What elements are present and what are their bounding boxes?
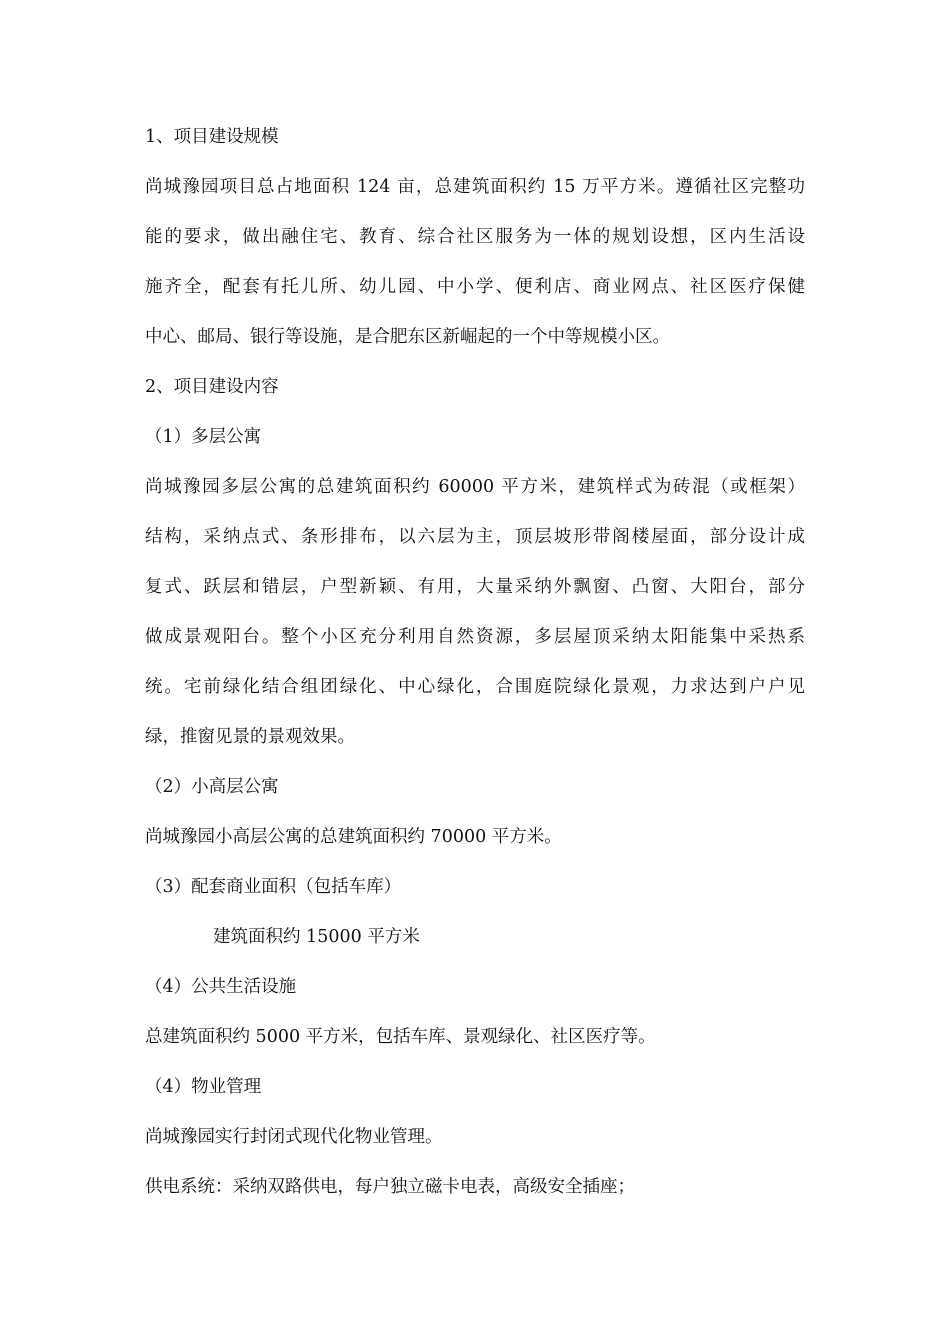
paragraph-line: 做成景观阳台。整个小区充分利用自然资源，多层屋顶采纳太阳能集中采热系 bbox=[145, 627, 805, 647]
section-heading-scale: 1、项目建设规模 bbox=[145, 127, 279, 147]
section-heading-content: 2、项目建设内容 bbox=[145, 377, 279, 397]
document-body bbox=[145, 112, 805, 1212]
paragraph-line: 供电系统：采纳双路供电，每户独立磁卡电表，高级安全插座； bbox=[145, 1177, 635, 1197]
paragraph-line: 总建筑面积约 5000 平方米，包括车库、景观绿化、社区医疗等。 bbox=[145, 1027, 656, 1047]
paragraph-line: 尚城豫园实行封闭式现代化物业管理。 bbox=[145, 1127, 443, 1147]
paragraph-line: 尚城豫园多层公寓的总建筑面积约 60000 平方米，建筑样式为砖混（或框架） bbox=[145, 477, 805, 497]
paragraph-line: 施齐全，配套有托儿所、幼儿园、中小学、便利店、商业网点、社区医疗保健 bbox=[145, 277, 805, 297]
paragraph-line: 建筑面积约 15000 平方米 bbox=[213, 927, 420, 947]
paragraph-line: 尚城豫园项目总占地面积 124 亩，总建筑面积约 15 万平方米。遵循社区完整功 bbox=[145, 177, 805, 197]
paragraph-line: 尚城豫园小高层公寓的总建筑面积约 70000 平方米。 bbox=[145, 827, 562, 847]
paragraph-line: 结构，采纳点式、条形排布，以六层为主，顶层坡形带阁楼屋面，部分设计成 bbox=[145, 527, 805, 547]
paragraph-line: 统。宅前绿化结合组团绿化、中心绿化，合围庭院绿化景观，力求达到户户见 bbox=[145, 677, 805, 697]
paragraph-line: 复式、跃层和错层，户型新颖、有用，大量采纳外飘窗、凸窗、大阳台，部分 bbox=[145, 577, 805, 597]
subheading-commercial: （3）配套商业面积（包括车库） bbox=[145, 877, 402, 897]
subheading-multistory: （1）多层公寓 bbox=[145, 427, 262, 447]
paragraph-line: 绿，推窗见景的景观效果。 bbox=[145, 727, 355, 747]
paragraph-line: 中心、邮局、银行等设施，是合肥东区新崛起的一个中等规模小区。 bbox=[145, 327, 670, 347]
paragraph-line: 能的要求，做出融住宅、教育、综合社区服务为一体的规划设想，区内生活设 bbox=[145, 227, 805, 247]
subheading-property-management: （4）物业管理 bbox=[145, 1077, 262, 1097]
subheading-small-highrise: （2）小高层公寓 bbox=[145, 777, 279, 797]
subheading-public-facilities: （4）公共生活设施 bbox=[145, 977, 297, 997]
